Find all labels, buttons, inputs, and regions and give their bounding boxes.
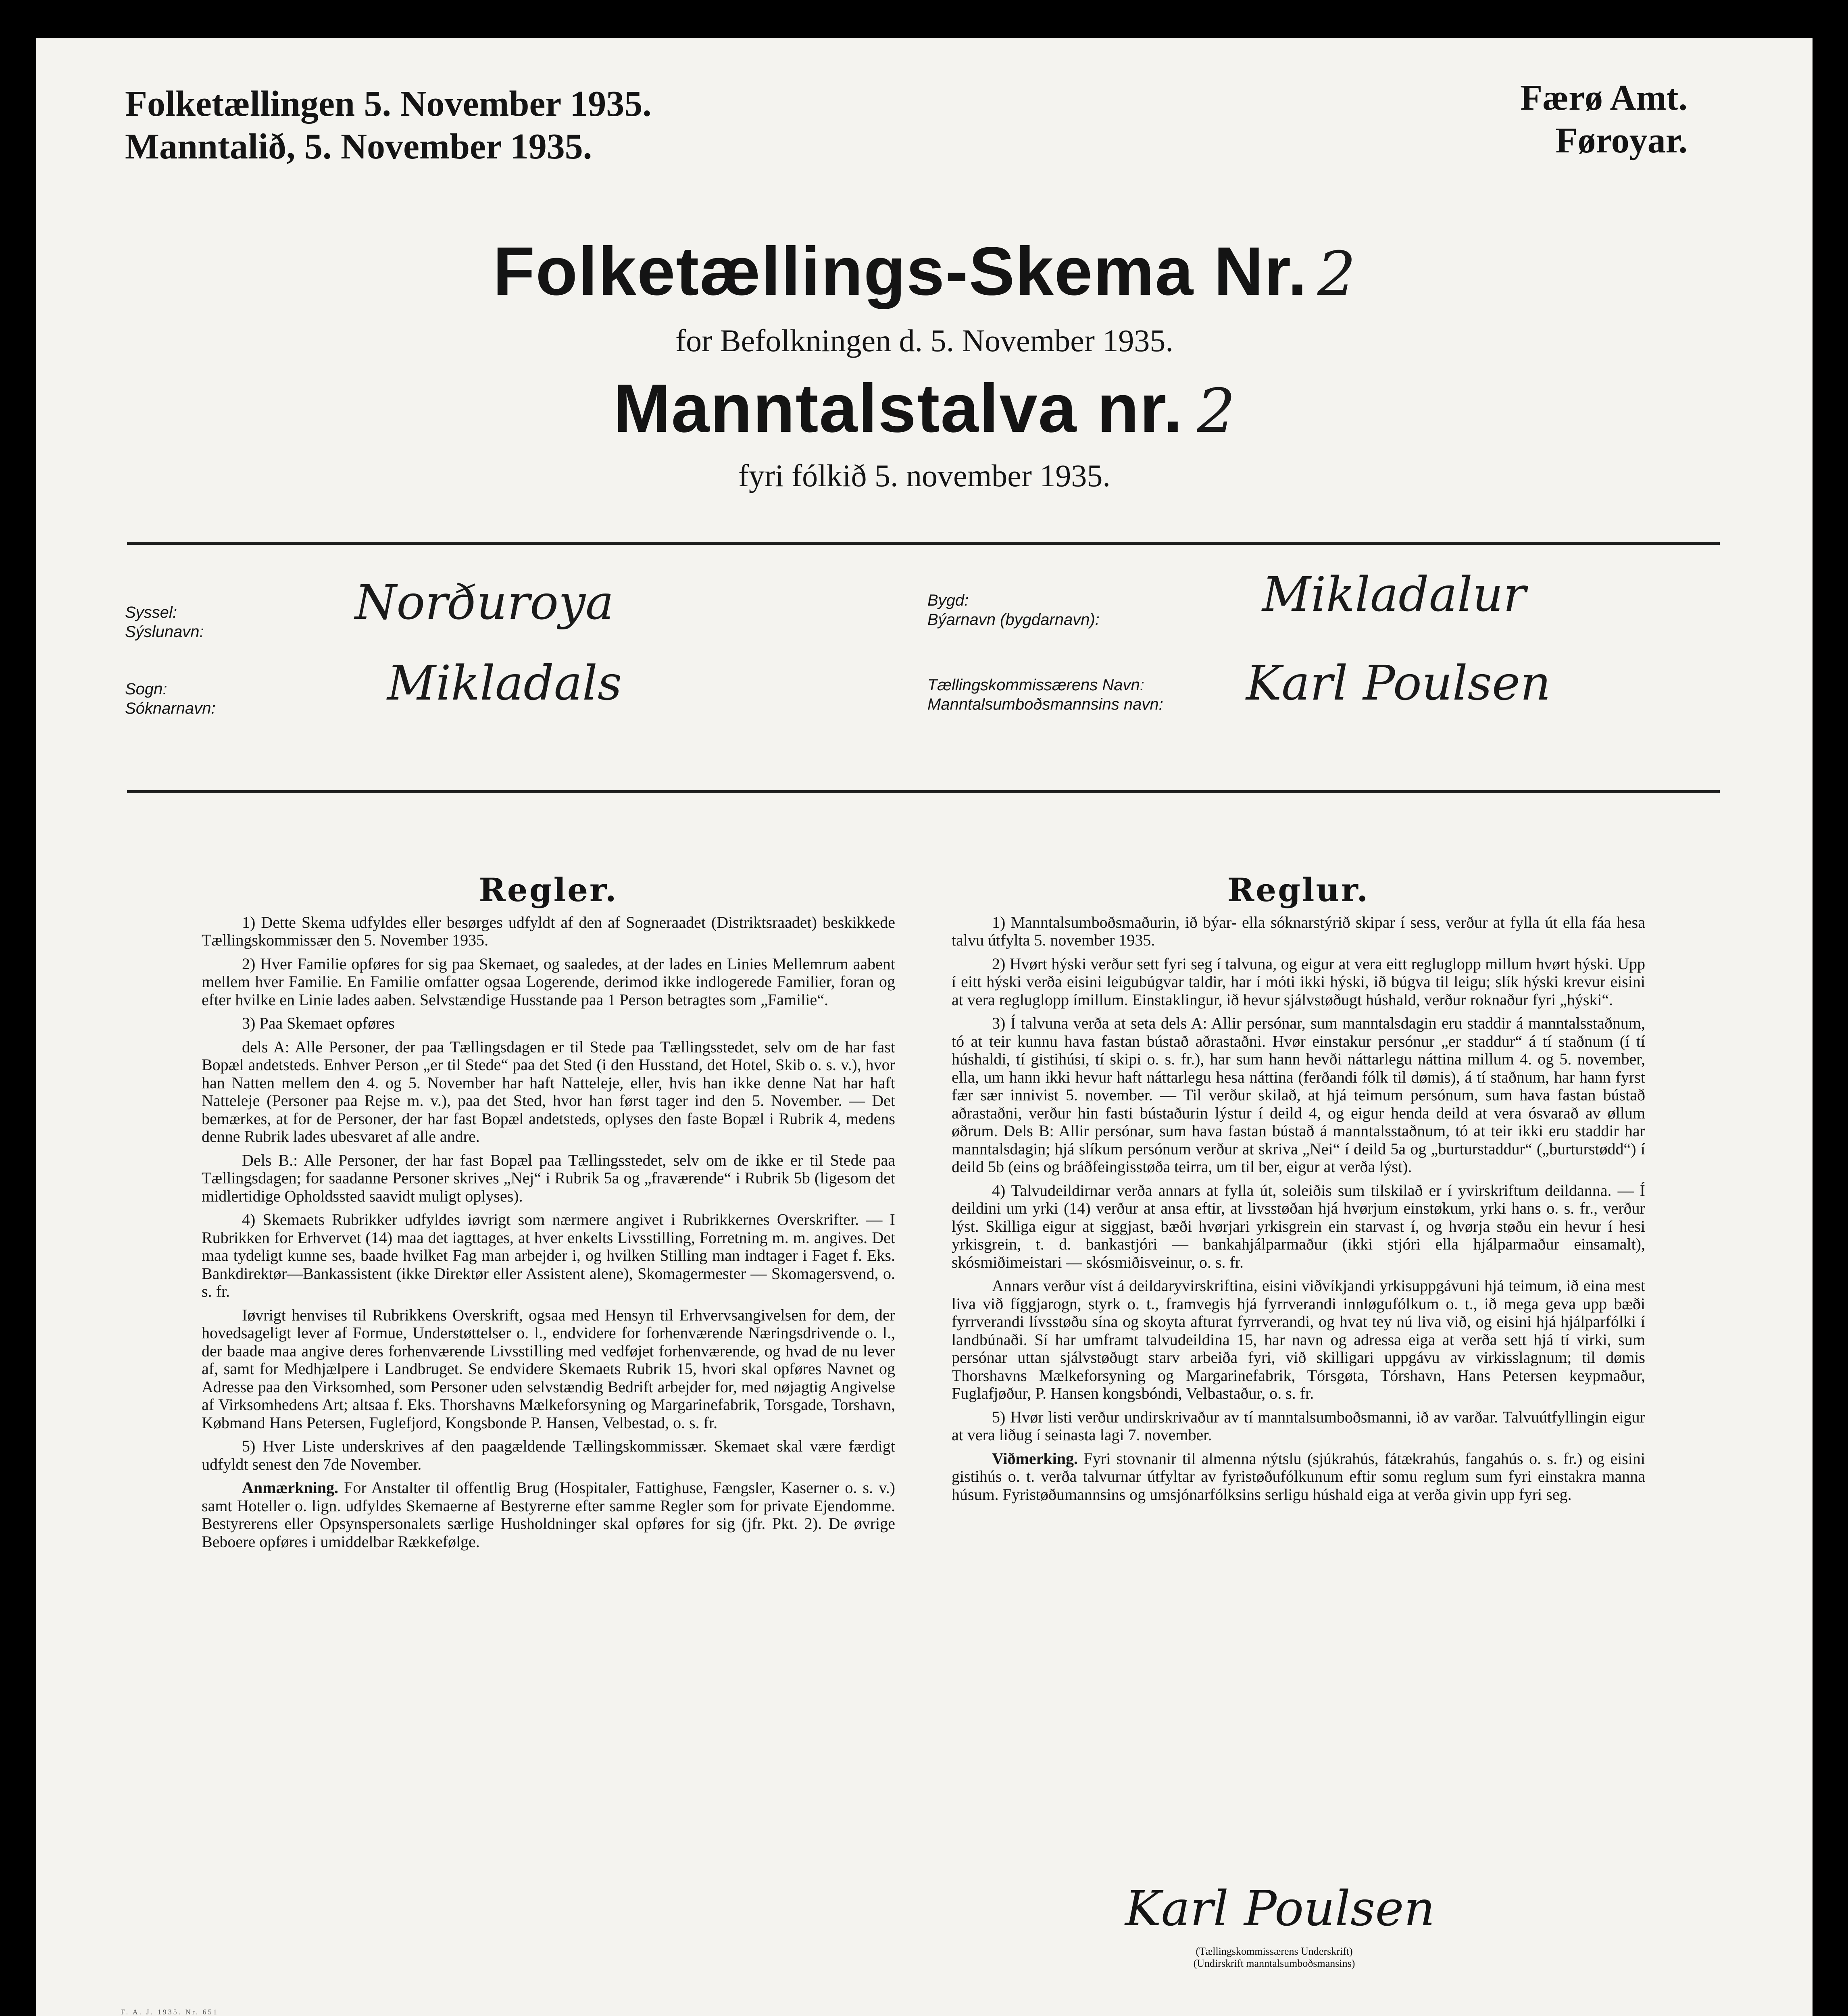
region-faroese: Føroyar. xyxy=(1555,121,1688,160)
signature-caption-faroese: (Undirskrift manntalsumboðsmansins) xyxy=(1193,1958,1355,1969)
reglur-p1: 1) Manntalsumboðsmaðurin, ið býar- ella sóknarstýrið skipar í sess, verður at fylla út ella fáa hesa talvu útfylta 5. november 1935. xyxy=(952,913,1645,949)
reglur-faroese xyxy=(952,871,1646,1509)
regler-note-text: For Anstalter til offentlig Brug (Hospitaler, Fattighuse, Fængsler, Kaserner o. s. v.) samt Hoteller o. lign. udfyldes Skemaerne af Bestyrerne efter samme Regler som for private Ejendomme. Bestyrerens eller Opsynspersonalets særlige Husholdninger skal opføres for sig (jfr. Pkt. 2). De øvrige Beboere opføres i umiddelbar Rækkefølge. xyxy=(202,1479,895,1551)
kommissaer-label: Tællingskommissærens Navn: Manntalsumboðsmannsins navn: xyxy=(927,676,1163,713)
regler-p3: 3) Paa Skemaet opføres xyxy=(242,1014,395,1032)
skema-number: 2 xyxy=(1317,239,1356,309)
stalva-subtitle: fyri fólkið 5. november 1935. xyxy=(738,458,1110,493)
signature-caption xyxy=(1121,1945,1427,1970)
skema-title-row xyxy=(36,232,1813,311)
census-form-sheet xyxy=(36,38,1813,2016)
reglur-heading: Reglur. xyxy=(1227,871,1370,909)
regler-danish xyxy=(202,871,895,1556)
stalva-title: Manntalstalva nr. xyxy=(613,370,1183,447)
regler-p1: 1) Dette Skema udfyldes eller besørges udfyldt af den af Sogneraadet (Distriktsraadet) beskikkede Tællingskommissær den 5. November 1935. xyxy=(202,913,895,949)
reglur-p2: 2) Hvørt hýski verður sett fyri seg í talvuna, og eigur at vera eitt regluglopp millum hvørt hýski. Upp í eitt hýski verða eisini leigubúgvar taldir, har í móti ikki hýski, ið búgva til leigu; slík hýski krevur eisini at vera regluglopp ímillum. Einstaklingur, ið hevur sjálvstøðugt húshald, verður roknaður fyri „hýski“. xyxy=(952,954,1645,1009)
skema-subtitle: for Befolkningen d. 5. November 1935. xyxy=(675,323,1173,358)
reglur-p5: 5) Hvør listi verður undirskrivaður av tí manntalsumboðsmanni, ið av varðar. Talvuútfyllingin eigur at vera liðug í seinasta lagi 7. november. xyxy=(952,1408,1645,1444)
reglur-note-label: Viðmerking. xyxy=(992,1449,1078,1468)
signature-handwritten: Karl Poulsen xyxy=(1125,1881,1435,1937)
header-right xyxy=(1520,77,1688,162)
divider-top xyxy=(127,542,1720,545)
bygd-label: Bygd: Býarnavn (bygdarnavn): xyxy=(927,591,1100,629)
regler-p5: 5) Hver Liste underskrives af den paagældende Tællingskommissær. Skemaet skal være færdigt udfyldt senest den 7de November. xyxy=(202,1437,895,1473)
header-line-danish: Folketællingen 5. November 1935. xyxy=(125,84,652,124)
region-danish: Færø Amt. xyxy=(1520,78,1688,118)
reglur-note xyxy=(952,1450,1645,1504)
stalva-title-row xyxy=(36,369,1813,448)
reglur-p3: 3) Í talvuna verða at seta dels A: Allir persónar, sum manntalsdagin eru staddir á manntalsstaðnum, tó at teir kunnu hava fastan bústað aðrastaðni. Hvør einstakur persónur „er staddur“ á tí staðnum (í tí húshaldi, tí gistihúsi, tí skipi o. s. fr.), har sum hann hevði náttarlegu náttina millum 4. og 5. november, ella, um hann ikki hevur haft náttarlegu hesa náttina (ferðandi fólk til dømis), á tí staðnum, har hann fyrst fær sær innivist 5. november. — Til verður skilað, at hjá teimum persónum, sum hava fastan bústað aðrastaðni, verður hin fasti bústaðurin lýstur í deild 4, og eigur henda deild at vera ósvarað av øllum øðrum. Dels B: Allir persónar, sum hava fastan bústað á manntalsstaðnum, tó at teir ikki eru staddir har manntalsdagin; hjá slíkum persónum verður at skriva „Nei“ í deild 5a og „burturstaddur“ („burturstødd“) í deild 5b (eins og bráðfeingisstøða teirra, um til ber, eigur at verða lýst). xyxy=(952,1014,1645,1176)
skema-title: Folketællings-Skema Nr. xyxy=(493,233,1308,310)
regler-note-label: Anmærkning. xyxy=(242,1479,338,1497)
header-line-faroese: Manntalið, 5. November 1935. xyxy=(125,127,592,167)
kommissaer-value: Karl Poulsen xyxy=(1246,655,1551,711)
regler-p2: 2) Hver Familie opføres for sig paa Skemaet, og saaledes, at der lades en Linies Mellemrum aabent mellem hver Familie. En Familie omfatter ogsaa Logerende, derimod ikke indlogerede Familier, foran og efter hvilke en Linie lades aaben. Selvstændige Husstande paa 1 Person betragtes som „Familie“. xyxy=(202,954,895,1009)
syssel-label: Syssel: Sýslunavn: xyxy=(125,604,204,641)
printer-mark: F. A. J. 1935. Nr. 651 xyxy=(121,2008,219,2016)
regler-heading: Regler. xyxy=(479,871,618,909)
reglur-p4b: Annars verður víst á deildaryvirskriftina, eisini viðvíkjandi yrkisuppgávuni hjá teimum, ið eina mest liva við fíggjarogn, styrk o. t., framvegis hjá fyrrverandi innløgufólkum o. t., ið mega geva upp bæði fyrrverandi lívsstøðu sína og skoyta afturat fyrrverandi, og hvat tey nú liva við, og eisini hjá hjálparfólki í landbúnaði. Sí har umframt talvudeildina 15, har navn og adressa eiga at verða sett hjá tí virki, sum persónar uttan sjálvstøðugt starv arbeiða fyri, við skilligari uppgávu av virkisslagnum; til dømis Thorshavns Mælkeforsyning og Margarinefabrik, Tórsgøta, Tórshavn, Hans Petersen keypmaður, Fuglafjøður, P. Hansen kongsbóndi, Velbastaður, o. s. fr. xyxy=(952,1277,1645,1402)
bygd-value: Mikladalur xyxy=(1262,566,1526,622)
syssel-value: Norðuroya xyxy=(355,575,614,630)
regler-p3b: Dels B.: Alle Personer, der har fast Bopæl paa Tællingsstedet, selv om de ikke er til Stede paa Tællingsdagen; for saadanne Personer skrives „Nej“ i Rubrik 5a og „fraværende“ i Rubrik 5b (ligesom det midlertidige Opholdssted saavidt muligt oplyses). xyxy=(202,1151,895,1205)
reglur-p4: 4) Talvudeildirnar verða annars at fylla út, soleiðis sum tilskilað er í yvirskriftum deildanna. — Í deildini um yrki (14) verður at ansa eftir, at livsstøðan hjá hvørjum einstøkum, yrki hans o. s. fr., verður lýst. Skilliga eigur at siggjast, bæði hvørjari yrkisgrein ein starvast í, og hvørja støðu ein hevur í hesi yrkisgrein, t. d. bankastjóri — bankahjálparmaður (ikki stjóri ella hjálparmaður einsamalt), skósmiðimeistari — skósmiðisveinur, o. s. fr. xyxy=(952,1181,1645,1271)
reglur-note-text: Fyri stovnanir til almenna nýtslu (sjúkrahús, fátækrahús, fangahús o. s. fr.) og eisini gistihús o. t. verða talvurnar útfyltar av fyristøðufólkunum eftir somu reglum sum fyri einstakra manna húsum. Fyristøðumannsins og umsjónarfólksins serligu húshald eiga at verða givin upp fyri seg. xyxy=(952,1449,1646,1504)
header-left xyxy=(125,83,652,168)
stalva-number: 2 xyxy=(1197,376,1235,446)
regler-p4: 4) Skemaets Rubrikker udfyldes iøvrigt som nærmere angivet i Rubrikkernes Overskrifter. — I Rubrikken for Erhvervet (14) maa det iagttages, at hver enkelts Livsstilling, Forretning m. m. angives. Det maa tydeligt kunne ses, baade hvilket Fag man arbejder i, og hvilken Stilling man indtager i Faget f. Eks. Bankdirektør—Bankassistent (ikke Direktør eller Assistent alene), Skomagermester — Skomagersvend, o. s. fr. xyxy=(202,1210,895,1300)
divider-bottom xyxy=(127,790,1720,793)
signature-caption-danish: (Tællingskommissærens Underskrift) xyxy=(1196,1945,1353,1957)
sogn-label: Sogn: Sóknarnavn: xyxy=(125,680,216,717)
regler-note xyxy=(202,1479,895,1551)
sogn-value: Mikladals xyxy=(387,655,622,711)
regler-p4b: Iøvrigt henvises til Rubrikkens Overskrift, ogsaa med Hensyn til Erhvervsangivelsen for dem, der hovedsageligt lever af Formue, Understøttelser o. l., endvidere for forhenværende Næringsdrivende o. l., der baade maa angive deres forhenværende Livsstilling med vedføjet forhenværende, og hvad de nu lever af, samt for Medhjælpere i Landbruget. Se endvidere Skemaets Rubrik 15, hvori skal opføres Navnet og Adresse paa den Virksomhed, som Personer uden selvstændig Bedrift arbejder for, med nøjagtig Angivelse af Virksomhedens Art; altsaa f. Eks. Thorshavns Mælkeforsyning og Margarinefabrik, Torsgade, Torshavn, Købmand Hans Petersen, Fuglefjord, Kongsbonde P. Hansen, Velbestad, o. s. fr. xyxy=(202,1306,895,1432)
regler-p3a: dels A: Alle Personer, der paa Tællingsdagen er til Stede paa Tællingsstedet, selv om de har fast Bopæl andetsteds. Enhver Person „er til Stede“ paa det Sted (i den Husstand, det Hotel, Skib o. s. v.), hvor han Natten mellem den 4. og 5. November har haft Natteleje, eller, hvis han ikke denne Nat har haft Natteleje (Personer paa Rejse m. v.), paa det Sted, hvor han først tager ind den 5. November. — Det bemærkes, at for de Personer, der har fast Bopæl andetsteds, oplyses den faste Bopæl i Rubrik 4, medens denne Rubrik lades ubesvaret af alle andre. xyxy=(202,1037,895,1145)
